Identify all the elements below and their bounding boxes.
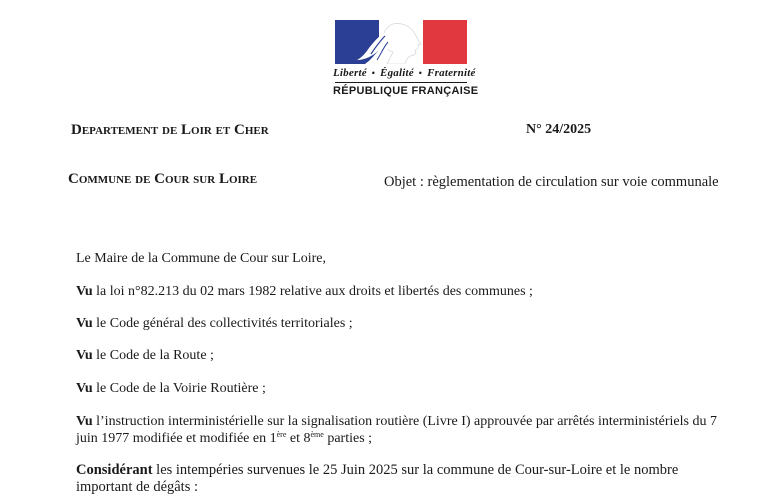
- logo-divider: [335, 82, 467, 83]
- vu-keyword: Vu: [76, 284, 93, 299]
- vu-text: la loi n°82.213 du 02 mars 1982 relative aux droits et libertés des communes ;: [96, 284, 533, 299]
- departement-heading: Departement de Loir et Cher: [71, 122, 269, 138]
- vu-paragraph: [76, 315, 736, 332]
- vu-paragraph: [76, 413, 736, 447]
- motto-separator: •: [371, 68, 376, 78]
- vu-paragraph: [76, 380, 736, 397]
- vu-text: le Code général des collectivités territoriales ;: [96, 316, 353, 331]
- marianne-flag-icon: [335, 20, 467, 64]
- vu-keyword: Vu: [76, 381, 93, 396]
- vu-text: parties ;: [323, 431, 373, 446]
- superscript: ère: [276, 430, 287, 439]
- vu-text: l’instruction interministérielle sur la signalisation routière (Livre I) approuvée par arrêtés interministériels du 7 juin 1977 modifiée et modifiée en 1: [76, 414, 717, 446]
- vu-text: et 8: [286, 431, 311, 446]
- motto-egalite: Égalité: [380, 67, 414, 79]
- motto-separator: •: [418, 68, 423, 78]
- considerant-paragraph: [76, 462, 736, 496]
- marianne-logo: [333, 20, 479, 97]
- motto: [333, 67, 476, 79]
- vu-text: le Code de la Route ;: [96, 348, 214, 363]
- superscript: ème: [310, 430, 324, 439]
- vu-paragraph: [76, 283, 736, 300]
- motto-liberte: Liberté: [333, 67, 367, 79]
- considerant-keyword: Considérant: [76, 462, 153, 478]
- republique-francaise: RÉPUBLIQUE FRANÇAISE: [333, 85, 479, 97]
- vu-keyword: Vu: [76, 348, 93, 363]
- considerant-text: les intempéries survenues le 25 Juin 2025 sur la commune de Cour-sur-Loire et le nombre important de dégâts :: [76, 462, 679, 495]
- vu-paragraph: [76, 347, 736, 364]
- vu-text: le Code de la Voirie Routière ;: [96, 381, 266, 396]
- vu-keyword: Vu: [76, 316, 93, 331]
- intro-paragraph: Le Maire de la Commune de Cour sur Loire,: [76, 251, 326, 266]
- commune-heading: Commune de Cour sur Loire: [68, 171, 258, 187]
- arrete-number: N° 24/2025: [526, 122, 592, 137]
- vu-keyword: Vu: [76, 414, 93, 429]
- objet-line: Objet : règlementation de circulation sur voie communale: [384, 174, 719, 190]
- motto-fraternite: Fraternité: [427, 67, 476, 79]
